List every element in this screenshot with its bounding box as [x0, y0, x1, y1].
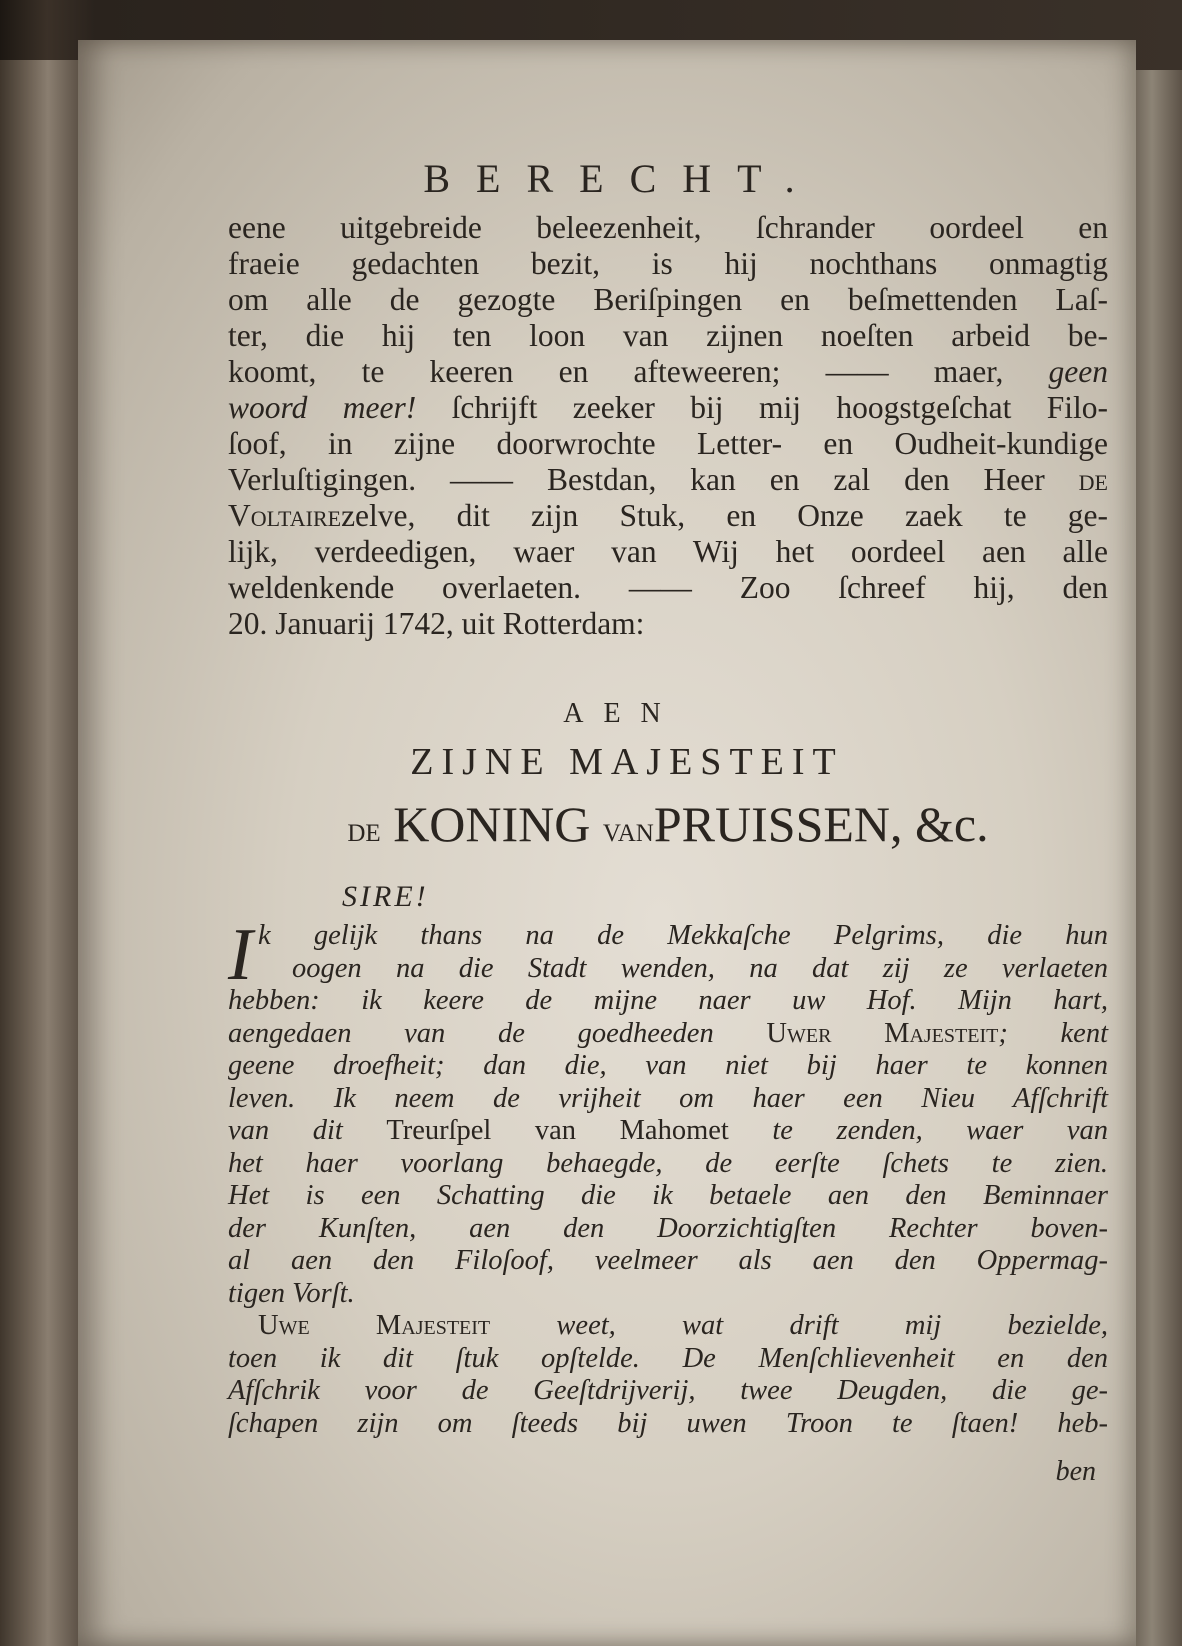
book-binding-right — [1132, 70, 1182, 1646]
text-span: zelve, dit zijn Stuk, en Onze zaek te ge- — [341, 498, 1108, 533]
running-title: BERECHT. — [423, 156, 821, 201]
text-line: om alle de gezogte Beriſpingen en beſmettenden Laſ- — [228, 282, 1108, 317]
text-line: ſoof, in zijne doorwrochte Letter- en Oudheit-kundige — [228, 426, 1108, 461]
upright-span: Treurſpel van Mahomet — [386, 1115, 729, 1146]
text-line: 20. Januarij 1742, uit Rotterdam: — [228, 606, 645, 641]
text-line: Het is een Schatting die ik betaele aen den Beminnaer — [228, 1180, 1108, 1211]
text-line: ter, die hij ten loon van zijnen noeſten arbeid be- — [228, 318, 1108, 353]
text-span: van dit — [228, 1115, 343, 1146]
text-line: Afſchrik voor de Geeſtdrijverij, twee Deugden, die ge- — [228, 1375, 1108, 1406]
text-line — [228, 1018, 1108, 1051]
text-span: van — [602, 809, 654, 849]
book-binding-left — [0, 60, 82, 1646]
text-span: KONING — [393, 796, 591, 852]
text-span: koomt, te keeren en afteweeren; —— maer, — [228, 354, 1004, 389]
text-line: der Kunſten, aen den Doorzichtigſten Rechter boven- — [228, 1212, 1108, 1244]
text-line — [228, 1115, 1108, 1148]
text-line: tigen Vorſt. — [228, 1277, 355, 1309]
drop-cap: I — [228, 914, 253, 996]
text-span: te zenden, waer van — [772, 1115, 1108, 1146]
italic-span: geen — [1048, 354, 1108, 389]
text-line: lijk, verdeedigen, waer van Wij het oordeel aen alle — [228, 534, 1108, 569]
text-line: eene uitgebreide beleezenheit, ſchrander oordeel en — [228, 210, 1108, 245]
text-line: ſchapen zijn om ſteeds bij uwen Troon te ſtaen! heb- — [228, 1407, 1108, 1439]
text-line: al aen den Filoſoof, veelmeer als aen den Oppermag- — [228, 1245, 1108, 1276]
text-line — [228, 1310, 1108, 1343]
text-line: hebben: ik keere de mijne naer uw Hof. Mijn hart, — [228, 985, 1108, 1016]
text-span: ; kent — [998, 1017, 1108, 1049]
text-line — [228, 920, 1108, 953]
text-line — [228, 354, 1108, 390]
text-span: Verluſtigingen. —— Bestdan, kan en zal den Heer — [228, 462, 1045, 497]
text-span: aengedaen van de goedheeden — [228, 1017, 714, 1049]
text-line: leven. Ik neem de vrijheit om haer een Nieu Afſchrift — [228, 1082, 1108, 1114]
text-span: weet, wat drift mij bezielde, — [556, 1310, 1108, 1341]
text-span: ſchrijft zeeker bij mij hoogstgeſchat Filo- — [451, 390, 1108, 425]
text-line: oogen na die Stadt wenden, na dat zij ze verlaeten — [292, 952, 1108, 984]
text-line: weldenkende overlaeten. —— Zoo ſchreef hij, den — [228, 570, 1108, 605]
smallcaps-span: Voltaire — [228, 498, 342, 533]
text-line: fraeie gedachten bezit, is hij nochthans onmagtig — [228, 246, 1108, 281]
text-line — [228, 390, 1108, 426]
letter-salutation: SIRE! — [342, 880, 429, 913]
text-span: de — [347, 809, 381, 849]
text-line — [228, 498, 1108, 534]
text-line — [228, 462, 1108, 498]
italic-span: woord meer! — [228, 390, 417, 425]
text-span: PRUISSEN, &c. — [653, 796, 989, 852]
body-paragraph — [228, 210, 1108, 642]
dedication-koning — [228, 795, 1108, 853]
letter-body — [228, 914, 1108, 1440]
text-line: geene droefheit; dan die, van niet bij haer te konnen — [228, 1050, 1108, 1081]
dedication-aen: AEN — [563, 698, 681, 729]
dedication-majesteit: ZIJNE MAJESTEIT — [410, 741, 844, 783]
smallcaps-span: Uwe Majesteit — [258, 1310, 491, 1341]
catchword: ben — [1055, 1456, 1096, 1487]
smallcaps-span: Uwer Majesteit — [766, 1017, 999, 1049]
book-page — [78, 40, 1136, 1646]
text-span: k gelijk thans na de Mekkaſche Pelgrims, die hun — [258, 920, 1108, 951]
text-line: het haer voorlang behaegde, de eerſte ſchets te zien. — [228, 1147, 1108, 1179]
smallcaps-span: de — [1078, 462, 1108, 497]
text-line: toen ik dit ſtuk opſtelde. De Menſchlievenheit en den — [228, 1342, 1108, 1374]
